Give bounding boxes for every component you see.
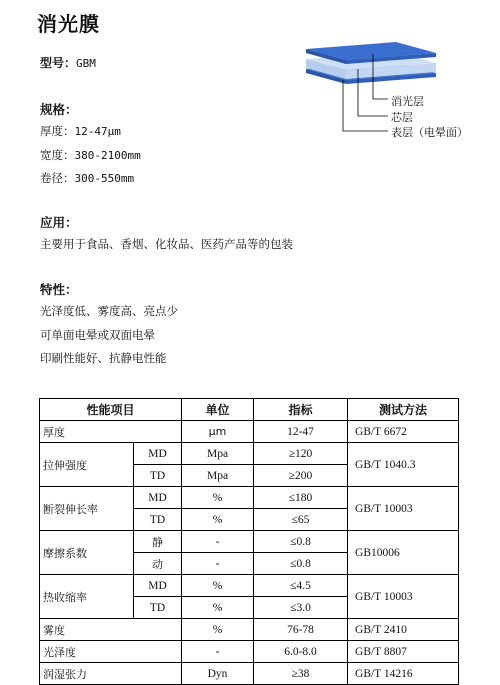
row-direction: TD — [134, 509, 182, 531]
header-unit: 单位 — [182, 399, 254, 421]
row-name: 摩擦系数 — [40, 531, 134, 575]
row-unit: Dyn — [182, 663, 254, 685]
label-matte-layer: 消光层 — [391, 95, 424, 108]
row-value: ≤0.8 — [254, 531, 348, 553]
row-unit: - — [182, 553, 254, 575]
page-title: 消光膜 — [37, 12, 100, 36]
table-row — [40, 575, 459, 597]
table-row — [40, 487, 459, 509]
spec-thickness — [40, 123, 121, 139]
specs-heading: 规格： — [40, 102, 78, 117]
header-method: 测试方法 — [348, 399, 459, 421]
feature-item: 印刷性能好、抗静电性能 — [40, 351, 167, 365]
row-method: GB/T 8807 — [348, 641, 459, 663]
feature-item: 可单面电晕或双面电晕 — [40, 328, 155, 342]
properties-table — [39, 398, 459, 685]
row-method: GB/T 14216 — [348, 663, 459, 685]
model-label: 型号： — [40, 56, 77, 70]
table-row — [40, 641, 459, 663]
row-value: ≥120 — [254, 443, 348, 465]
row-value: ≤3.0 — [254, 597, 348, 619]
row-name: 拉伸强度 — [40, 443, 134, 487]
row-value: 6.0-8.0 — [254, 641, 348, 663]
row-unit: % — [182, 487, 254, 509]
row-name: 光泽度 — [40, 641, 182, 663]
row-method: GB/T 1040.3 — [348, 443, 459, 487]
spec-roll-label: 卷径： — [40, 171, 75, 185]
table-row — [40, 619, 459, 641]
spec-width-label: 宽度： — [40, 148, 75, 162]
row-unit: % — [182, 597, 254, 619]
row-value: ≥38 — [254, 663, 348, 685]
row-name: 润湿张力 — [40, 663, 182, 685]
table-row — [40, 443, 459, 465]
row-direction: MD — [134, 575, 182, 597]
spec-thickness-value: 12-47μm — [74, 125, 121, 138]
row-unit: % — [182, 575, 254, 597]
row-value: 12-47 — [254, 421, 348, 443]
row-unit: μm — [182, 421, 254, 443]
table-row — [40, 663, 459, 685]
row-unit: - — [182, 531, 254, 553]
row-method: GB/T 6672 — [348, 421, 459, 443]
model-value: GBM — [76, 57, 96, 70]
row-direction: MD — [134, 443, 182, 465]
table-header-row — [40, 399, 459, 421]
application-text: 主要用于食品、香烟、化妆品、医药产品等的包装 — [40, 237, 293, 251]
feature-item: 光泽度低、雾度高、亮点少 — [40, 304, 178, 318]
leader-line-surface — [343, 80, 388, 131]
row-value: ≥200 — [254, 465, 348, 487]
row-name: 断裂伸长率 — [40, 487, 134, 531]
row-method: GB/T 10003 — [348, 487, 459, 531]
row-method: GB/T 10003 — [348, 575, 459, 619]
row-name: 雾度 — [40, 619, 182, 641]
row-unit: % — [182, 619, 254, 641]
table-row — [40, 531, 459, 553]
spec-thickness-label: 厚度： — [40, 124, 75, 138]
spec-width — [40, 147, 141, 163]
row-unit: - — [182, 641, 254, 663]
row-value: 76-78 — [254, 619, 348, 641]
spec-width-value: 380-2100mm — [74, 149, 141, 162]
table-row — [40, 421, 459, 443]
row-direction: TD — [134, 597, 182, 619]
row-direction: TD — [134, 465, 182, 487]
label-core-layer: 芯层 — [391, 111, 413, 124]
row-name: 热收缩率 — [40, 575, 134, 619]
film-layer-diagram — [296, 42, 486, 154]
row-unit: % — [182, 509, 254, 531]
features-heading: 特性： — [40, 282, 78, 297]
row-value: ≤4.5 — [254, 575, 348, 597]
row-direction: MD — [134, 487, 182, 509]
row-direction: 动 — [134, 553, 182, 575]
model-line — [40, 54, 96, 71]
spec-roll-value: 300-550mm — [74, 172, 135, 185]
row-value: ≤0.8 — [254, 553, 348, 575]
row-unit: Mpa — [182, 465, 254, 487]
row-direction: 静 — [134, 531, 182, 553]
application-heading: 应用： — [40, 215, 78, 230]
header-value: 指标 — [254, 399, 348, 421]
header-property: 性能项目 — [40, 399, 182, 421]
row-unit: Mpa — [182, 443, 254, 465]
label-surface-layer: 表层（电晕面） — [391, 126, 468, 139]
row-name: 厚度 — [40, 421, 182, 443]
row-method: GB10006 — [348, 531, 459, 575]
row-value: ≤65 — [254, 509, 348, 531]
row-value: ≤180 — [254, 487, 348, 509]
row-method: GB/T 2410 — [348, 619, 459, 641]
spec-roll — [40, 170, 134, 186]
